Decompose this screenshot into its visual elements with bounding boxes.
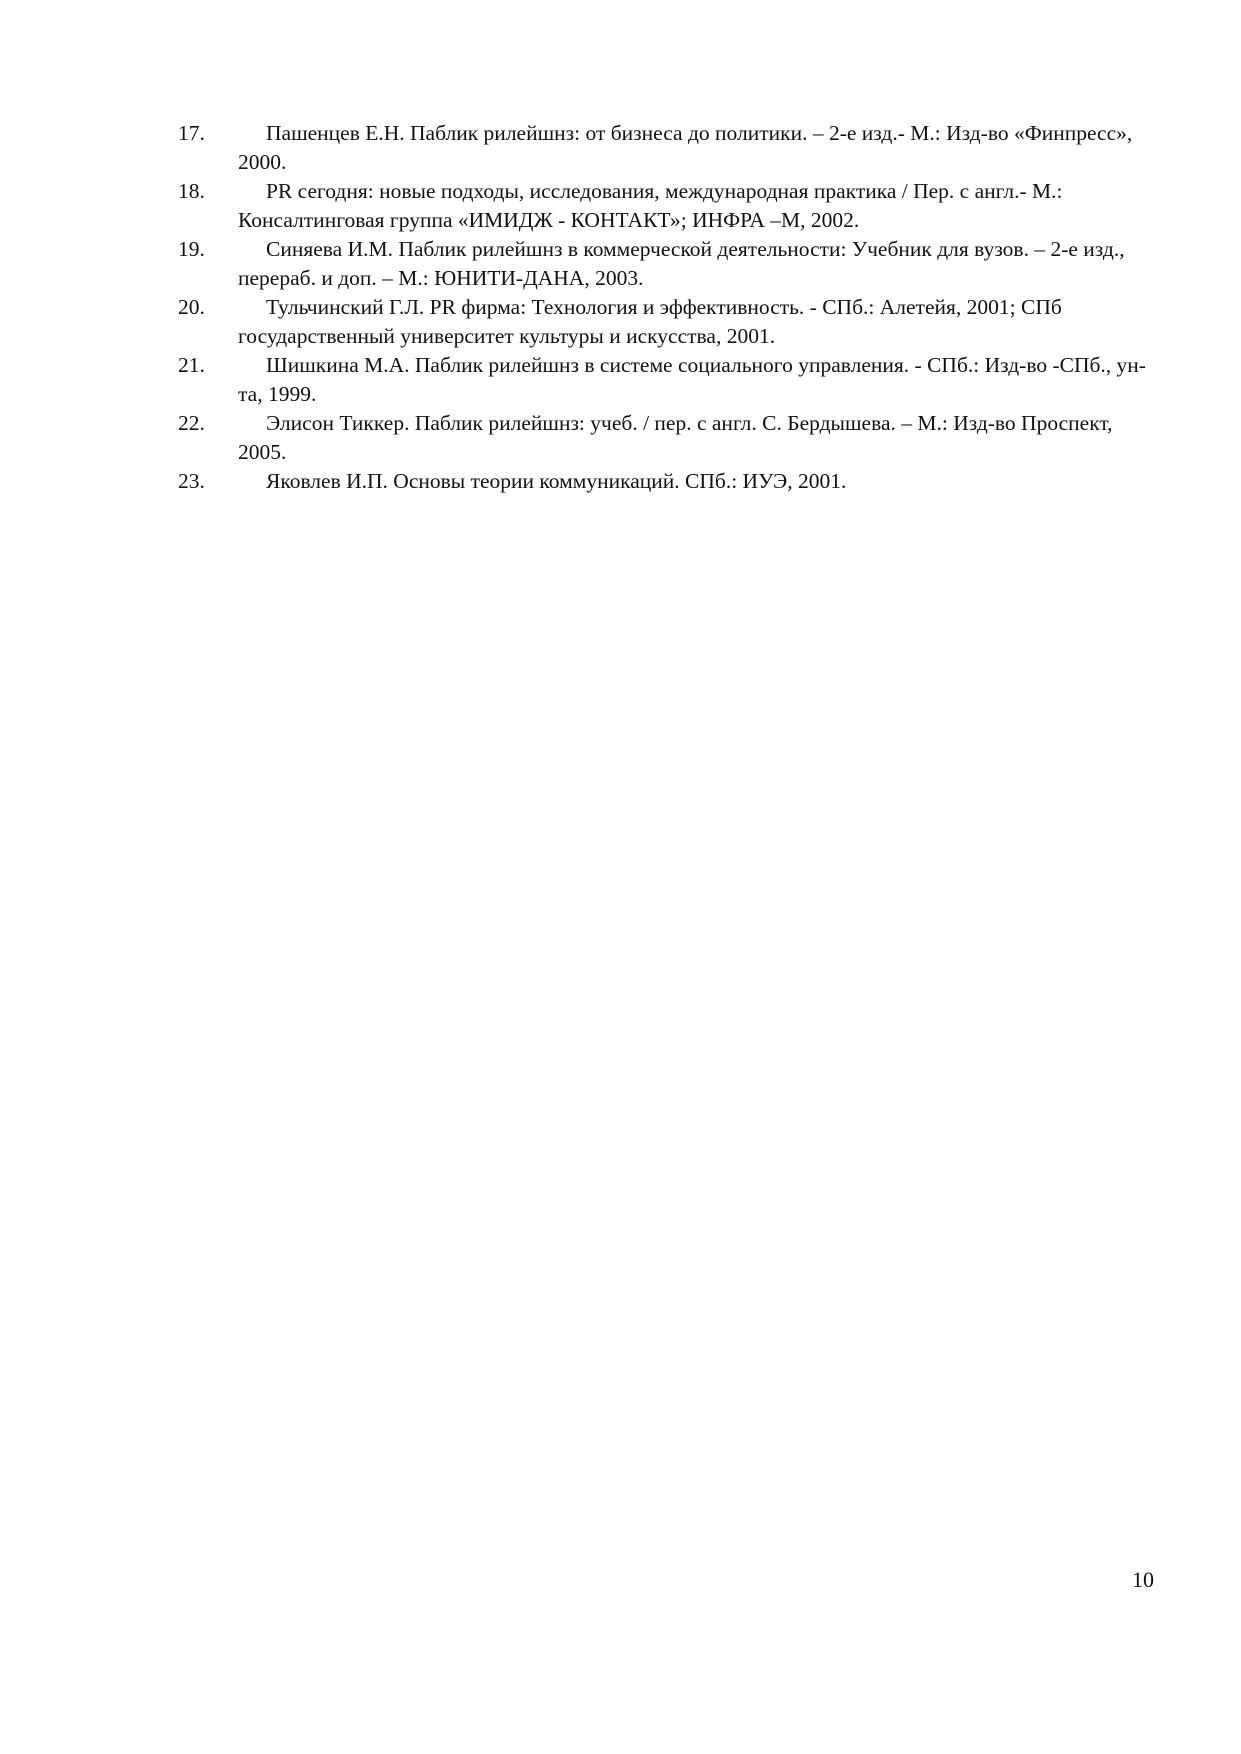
reference-text: Синяева И.М. Паблик рилейшнз в коммерческой деятельности: Учебник для вузов. – 2-е изд., перераб. и доп. – М.: ЮНИТИ-ДАНА, 2003.: [238, 237, 1125, 290]
reference-item: [178, 177, 1158, 235]
reference-text: Яковлев И.П. Основы теории коммуникаций. СПб.: ИУЭ, 2001.: [266, 469, 847, 493]
reference-item: [178, 235, 1158, 293]
reference-item: [178, 409, 1158, 467]
reference-number: 20.: [178, 295, 205, 319]
reference-number: 17.: [178, 121, 205, 145]
reference-item: [178, 351, 1158, 409]
reference-number: 19.: [178, 237, 205, 261]
reference-text: Элисон Тиккер. Паблик рилейшнз: учеб. / пер. с англ. С. Бердышева. – М.: Изд-во Проспект, 2005.: [238, 411, 1113, 464]
reference-text: Тульчинский Г.Л. PR фирма: Технология и эффективность. - СПб.: Алетейя, 2001; СПб государственный университет культуры и искусства, 2001.: [238, 295, 1062, 348]
reference-number: 23.: [178, 469, 205, 493]
reference-text: PR сегодня: новые подходы, исследования, международная практика / Пер. с англ.- М.: Консалтинговая группа «ИМИДЖ - КОНТАКТ»; ИНФРА –М, 2002.: [238, 179, 1063, 232]
page-number: 10: [1132, 1567, 1154, 1592]
reference-number: 22.: [178, 411, 205, 435]
reference-item: [178, 119, 1158, 177]
reference-list: [178, 119, 1158, 496]
reference-number: 18.: [178, 179, 205, 203]
reference-text: Пашенцев Е.Н. Паблик рилейшнз: от бизнеса до политики. – 2-е изд.- М.: Изд-во «Финпресс», 2000.: [238, 121, 1133, 174]
reference-text: Шишкина М.А. Паблик рилейшнз в системе социального управления. - СПб.: Изд-во -СПб., ун-та, 1999.: [238, 353, 1146, 406]
reference-item: [178, 467, 1158, 496]
reference-item: [178, 293, 1158, 351]
reference-number: 21.: [178, 353, 205, 377]
